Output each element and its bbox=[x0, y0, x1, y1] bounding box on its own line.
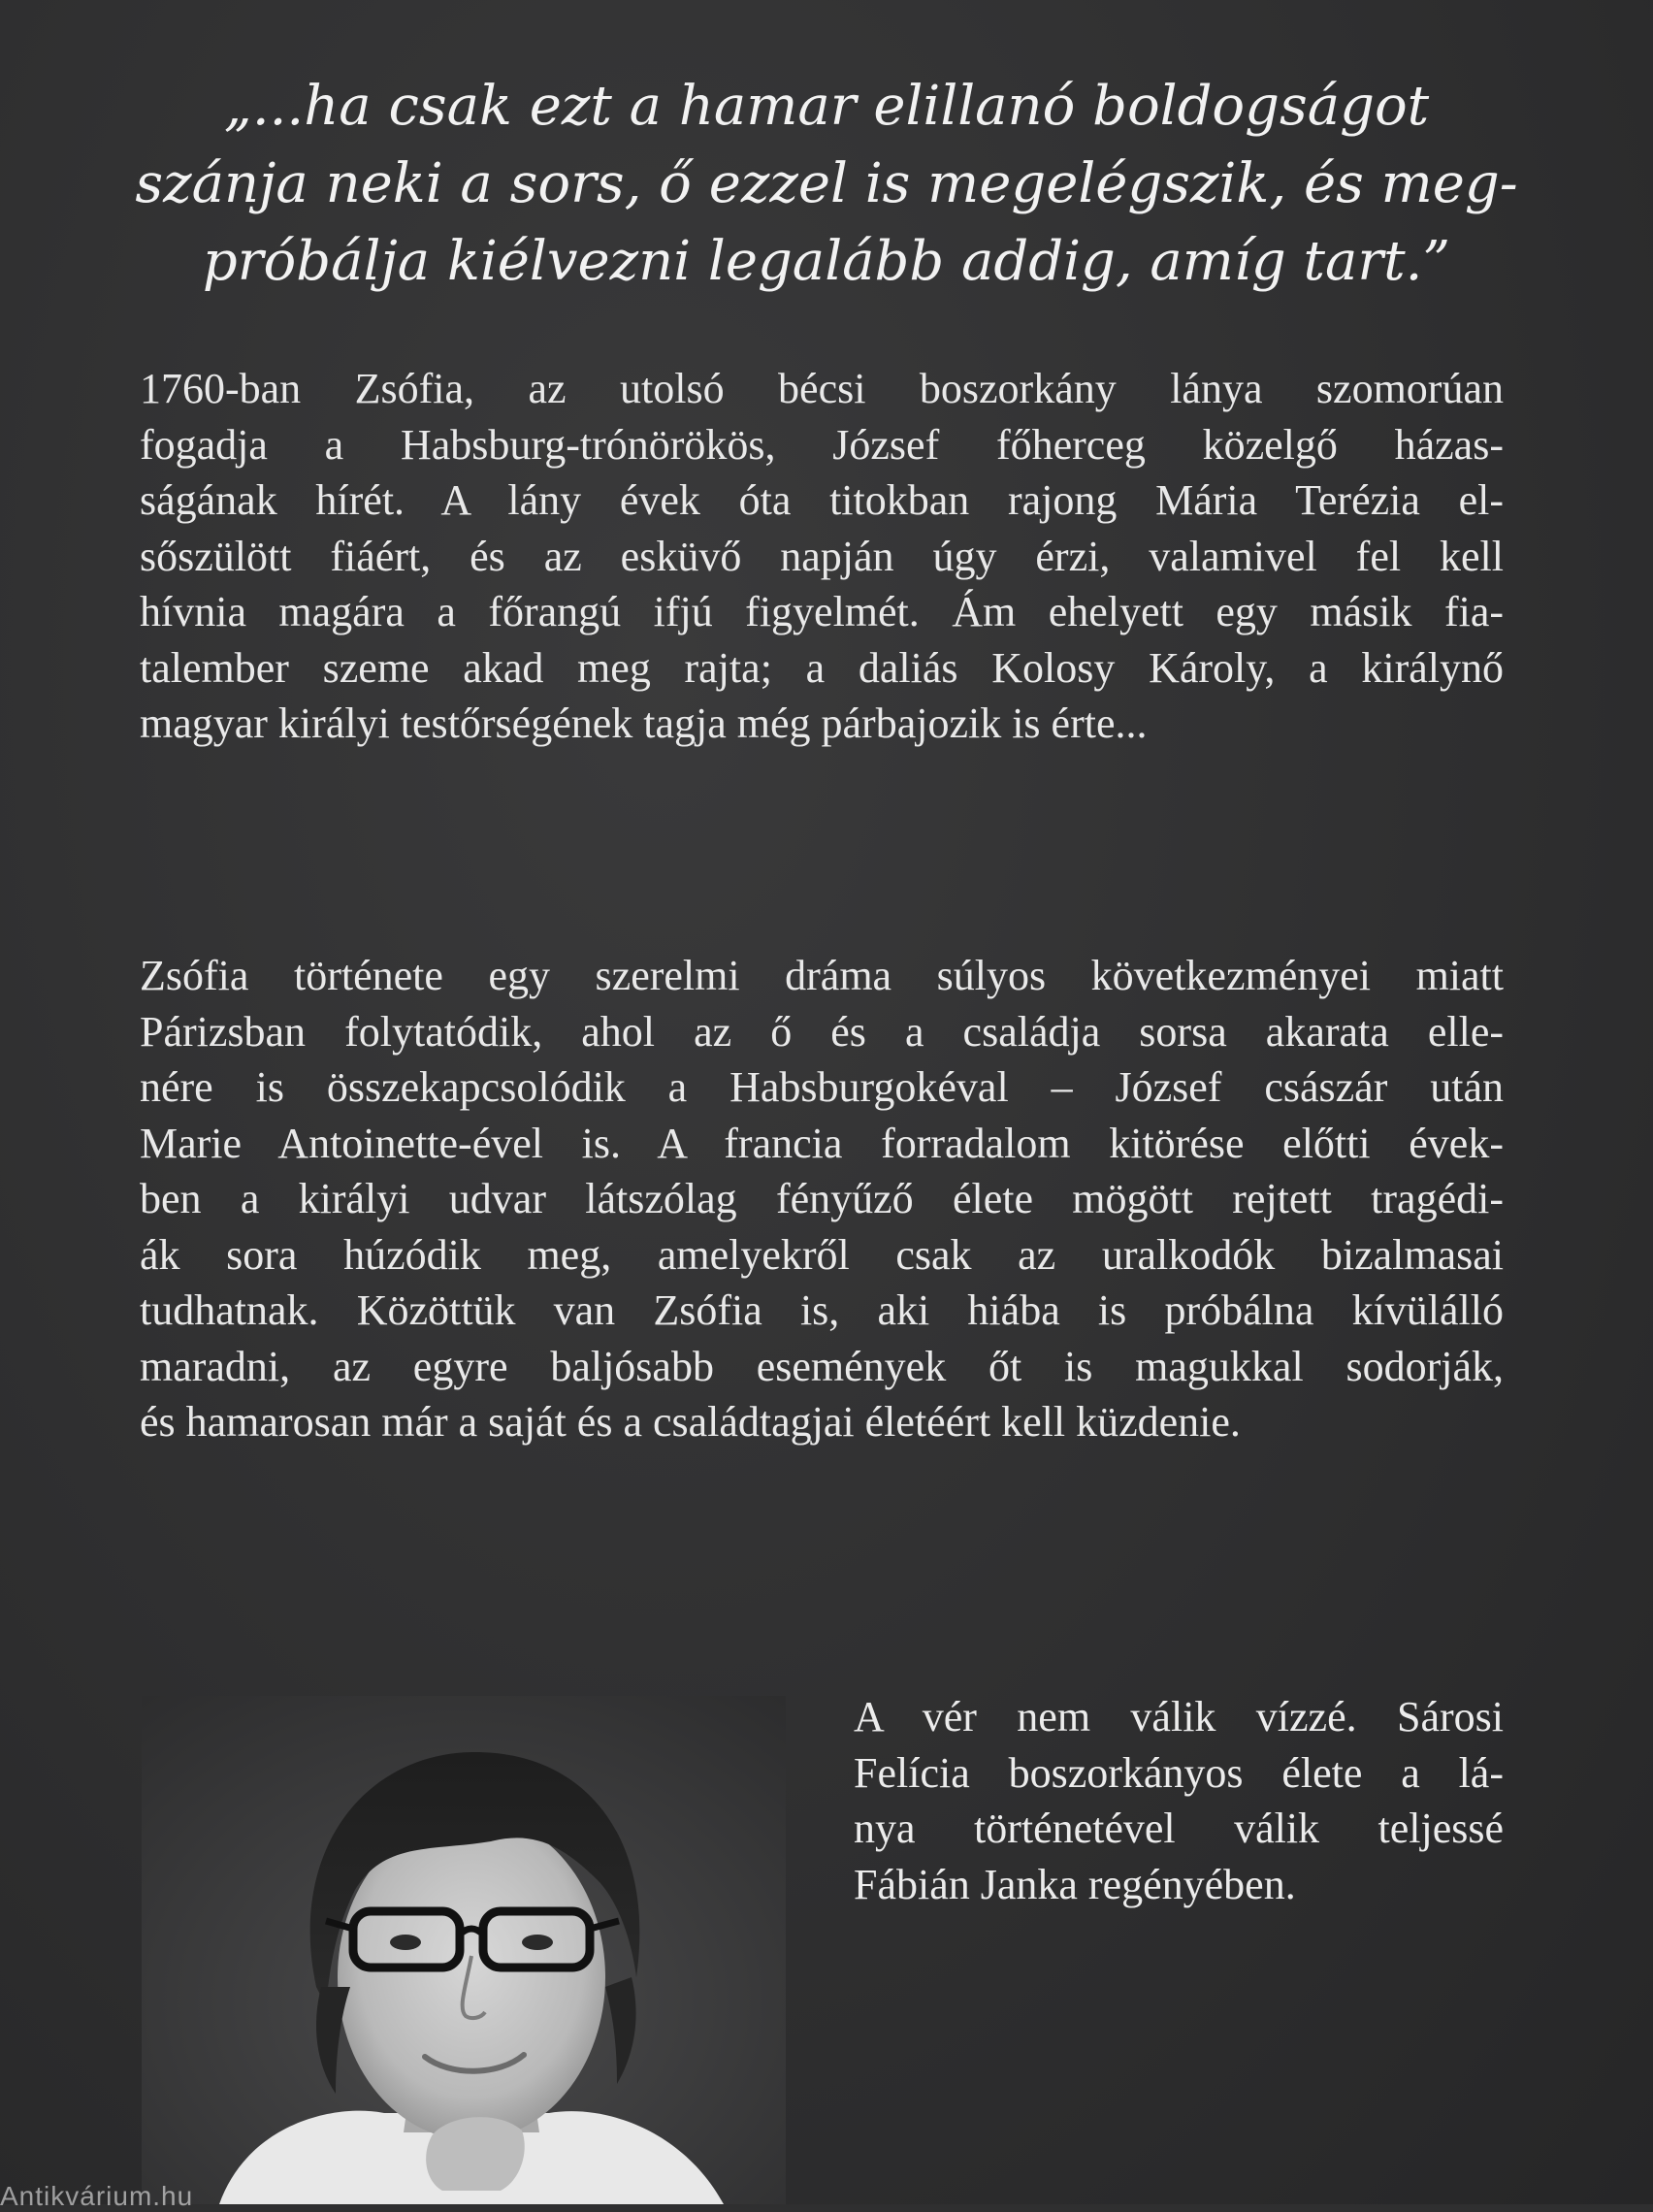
cover-quote bbox=[116, 68, 1537, 301]
blurb-paragraph-1 bbox=[140, 361, 1504, 752]
text-line: 1760-ban Zsófia, az utolsó bécsi boszorkány lánya szomorúan bbox=[140, 365, 1504, 412]
text-line: Párizsban folytatódik, ahol az ő és a családja sorsa akarata elle- bbox=[140, 1007, 1504, 1056]
text-line: ák sora húzódik meg, amelyekről csak az uralkodók bizalmasai bbox=[140, 1230, 1504, 1279]
text-line: Marie Antoinette-ével is. A francia forradalom kitörése előtti évek- bbox=[140, 1119, 1504, 1167]
text-line: és hamarosan már a saját és a családtagjai életéért kell küzdenie. bbox=[140, 1398, 1241, 1446]
quote-line: „...ha csak ezt a hamar elillanó boldogságot bbox=[223, 75, 1430, 138]
text-line: A vér nem válik vízzé. Sárosi bbox=[854, 1693, 1504, 1740]
text-line: Zsófia története egy szerelmi dráma súlyos következményei miatt bbox=[140, 952, 1504, 999]
text-line: hívnia magára a főrangú ifjú figyelmét. Ám ehelyett egy másik fia- bbox=[140, 588, 1504, 635]
author-portrait-illustration bbox=[142, 1696, 786, 2204]
quote-line: próbálja kiélvezni legalább addig, amíg tart.” bbox=[202, 230, 1451, 293]
text-line: fogadja a Habsburg-trónörökös, József főherceg közelgő házas- bbox=[140, 420, 1504, 469]
text-line: magyar királyi testőrségének tagja még párbajozik is érte... bbox=[140, 699, 1148, 747]
blurb-paragraph-2 bbox=[140, 948, 1504, 1450]
quote-line: szánja neki a sors, ő ezzel is megelégszik, és meg- bbox=[135, 152, 1518, 215]
text-line: sőszülött fiáért, és az esküvő napján úgy érzi, valamivel fel kell bbox=[140, 532, 1504, 580]
text-line: talember szeme akad meg rajta; a daliás Kolosy Károly, a királynő bbox=[140, 643, 1504, 692]
text-line: Fábián Janka regényében. bbox=[854, 1860, 1296, 1908]
text-line: nére is összekapcsolódik a Habsburgokéval – József császár után bbox=[140, 1063, 1504, 1111]
text-line: ben a királyi udvar látszólag fényűző élete mögött rejtett tragédi- bbox=[140, 1175, 1504, 1222]
text-line: ságának hírét. A lány évek óta titokban rajong Mária Terézia el- bbox=[140, 476, 1504, 524]
text-line: Felícia boszorkányos élete a lá- bbox=[854, 1748, 1504, 1797]
author-photo bbox=[142, 1696, 786, 2204]
watermark-text: Antikvárium.hu bbox=[0, 2181, 194, 2211]
blurb-paragraph-3 bbox=[854, 1689, 1504, 1912]
text-line: nya történetével válik teljessé bbox=[854, 1805, 1504, 1852]
text-line: tudhatnak. Közöttük van Zsófia is, aki hiába is próbálna kívülálló bbox=[140, 1286, 1504, 1334]
text-line: maradni, az egyre baljósabb események őt is magukkal sodorják, bbox=[140, 1342, 1504, 1390]
